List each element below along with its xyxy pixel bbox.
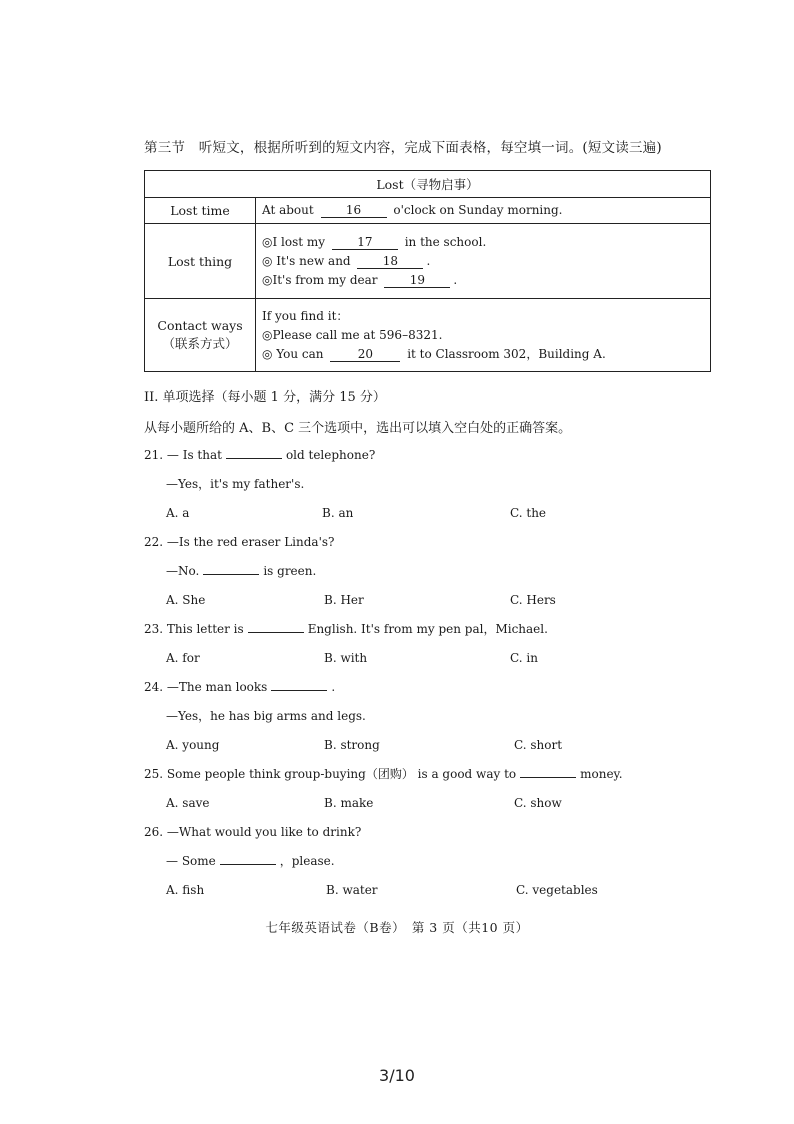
lost-thing-cell (256, 224, 711, 299)
q22-option-c: C. Hers (510, 593, 556, 607)
answer-blank (248, 620, 304, 633)
section-heading: 第三节 听短文，根据所听到的短文内容，完成下面表格，每空填一词。(短文读三遍) (144, 140, 662, 156)
lost-time-post: o'clock on Sunday morning. (393, 203, 563, 217)
lost-thing-label: Lost thing (145, 224, 256, 299)
lost-time-pre: At about (262, 203, 314, 217)
question-24 (144, 678, 744, 765)
contact-cell (256, 299, 711, 372)
table-row-lost-thing (145, 224, 711, 299)
question-list (144, 446, 744, 910)
q21-stem-post: old telephone? (285, 448, 376, 462)
answer-blank (220, 852, 276, 865)
q24-option-a: A. young (166, 738, 220, 752)
part-two-title: II. 单项选择（每小题 1 分，满分 15 分） (144, 390, 386, 405)
q26-stem: 26. —What would you like to drink? (144, 825, 362, 839)
q21-option-a: A. a (166, 506, 190, 520)
blank-16: 16 (321, 203, 387, 218)
lost-time-label: Lost time (145, 198, 256, 224)
contact-line1: If you find it： (262, 308, 349, 323)
lost-thing-line2-pre: ◎ It's new and (262, 253, 351, 268)
q25-option-c: C. show (514, 796, 562, 810)
q23-stem-post: English. It's from my pen pal，Michael. (307, 622, 548, 636)
q23-stem-pre: 23. This letter is (144, 622, 244, 636)
q25-stem-pre: 25. Some people think group-buying（团购） is a good way to (144, 767, 517, 781)
lost-thing-line3-pre: ◎It's from my dear (262, 272, 378, 287)
q25-option-a: A. save (166, 796, 210, 810)
q25-stem-post: money. (580, 767, 623, 781)
q22-stem: 22. —Is the red eraser Linda's? (144, 535, 335, 549)
blank-17: 17 (332, 235, 398, 250)
q22-reply-post: is green. (263, 564, 317, 578)
q23-option-b: B. with (324, 651, 368, 665)
q21-option-c: C. the (510, 506, 547, 520)
answer-blank (271, 678, 327, 691)
blank-18: 18 (357, 254, 423, 269)
page-footer: 七年级英语试卷（B卷） 第 3 页（共10 页） (265, 920, 529, 935)
blank-20: 20 (330, 347, 400, 362)
answer-blank (203, 562, 259, 575)
lost-thing-line3-post: . (453, 272, 458, 287)
contact-label-en: Contact ways (157, 318, 243, 333)
table-row-lost-time (145, 198, 711, 224)
contact-label-zh: （联系方式） (162, 336, 238, 351)
q22-reply-pre: —No. (166, 564, 200, 578)
table-caption: Lost（寻物启事） (145, 171, 711, 198)
q22-option-b: B. Her (324, 593, 364, 607)
q25-option-b: B. make (324, 796, 374, 810)
lost-thing-line1-post: in the school. (404, 234, 487, 249)
q26-option-c: C. vegetables (516, 883, 598, 897)
q21-reply: —Yes，it's my father's. (166, 477, 305, 491)
answer-blank (520, 765, 576, 778)
q24-option-c: C. short (514, 738, 563, 752)
answer-blank (226, 446, 282, 459)
question-21 (144, 446, 744, 533)
q26-option-a: A. fish (166, 883, 205, 897)
contact-label-cell (145, 299, 256, 372)
q24-option-b: B. strong (324, 738, 380, 752)
lost-notice-table (144, 170, 711, 372)
question-25 (144, 765, 744, 823)
q24-stem-post: . (331, 680, 336, 694)
q21-option-b: B. an (322, 506, 354, 520)
lost-thing-line2-post: . (426, 253, 431, 268)
question-26 (144, 823, 744, 910)
question-22 (144, 533, 744, 620)
contact-line3-pre: ◎ You can (262, 346, 324, 361)
part-two-instruction: 从每小题所给的 A、B、C 三个选项中，选出可以填入空白处的正确答案。 (144, 421, 572, 436)
blank-19: 19 (384, 273, 450, 288)
q22-option-a: A. She (166, 593, 206, 607)
q23-option-a: A. for (166, 651, 200, 665)
q23-option-c: C. in (510, 651, 538, 665)
q24-stem-pre: 24. —The man looks (144, 680, 268, 694)
q24-reply: —Yes，he has big arms and legs. (166, 709, 366, 723)
page-number: 3/10 (379, 1066, 415, 1085)
lost-thing-line1-pre: ◎I lost my (262, 234, 326, 249)
contact-line3-post: it to Classroom 302，Building A. (407, 346, 606, 361)
question-23 (144, 620, 744, 678)
lost-time-cell (256, 198, 711, 224)
q21-stem-pre: 21. — Is that (144, 448, 222, 462)
q26-reply-post: ，please. (279, 854, 335, 868)
table-row-contact (145, 299, 711, 372)
q26-option-b: B. water (326, 883, 378, 897)
contact-line2: ◎Please call me at 596–8321. (262, 327, 443, 342)
q26-reply-pre: — Some (166, 854, 216, 868)
